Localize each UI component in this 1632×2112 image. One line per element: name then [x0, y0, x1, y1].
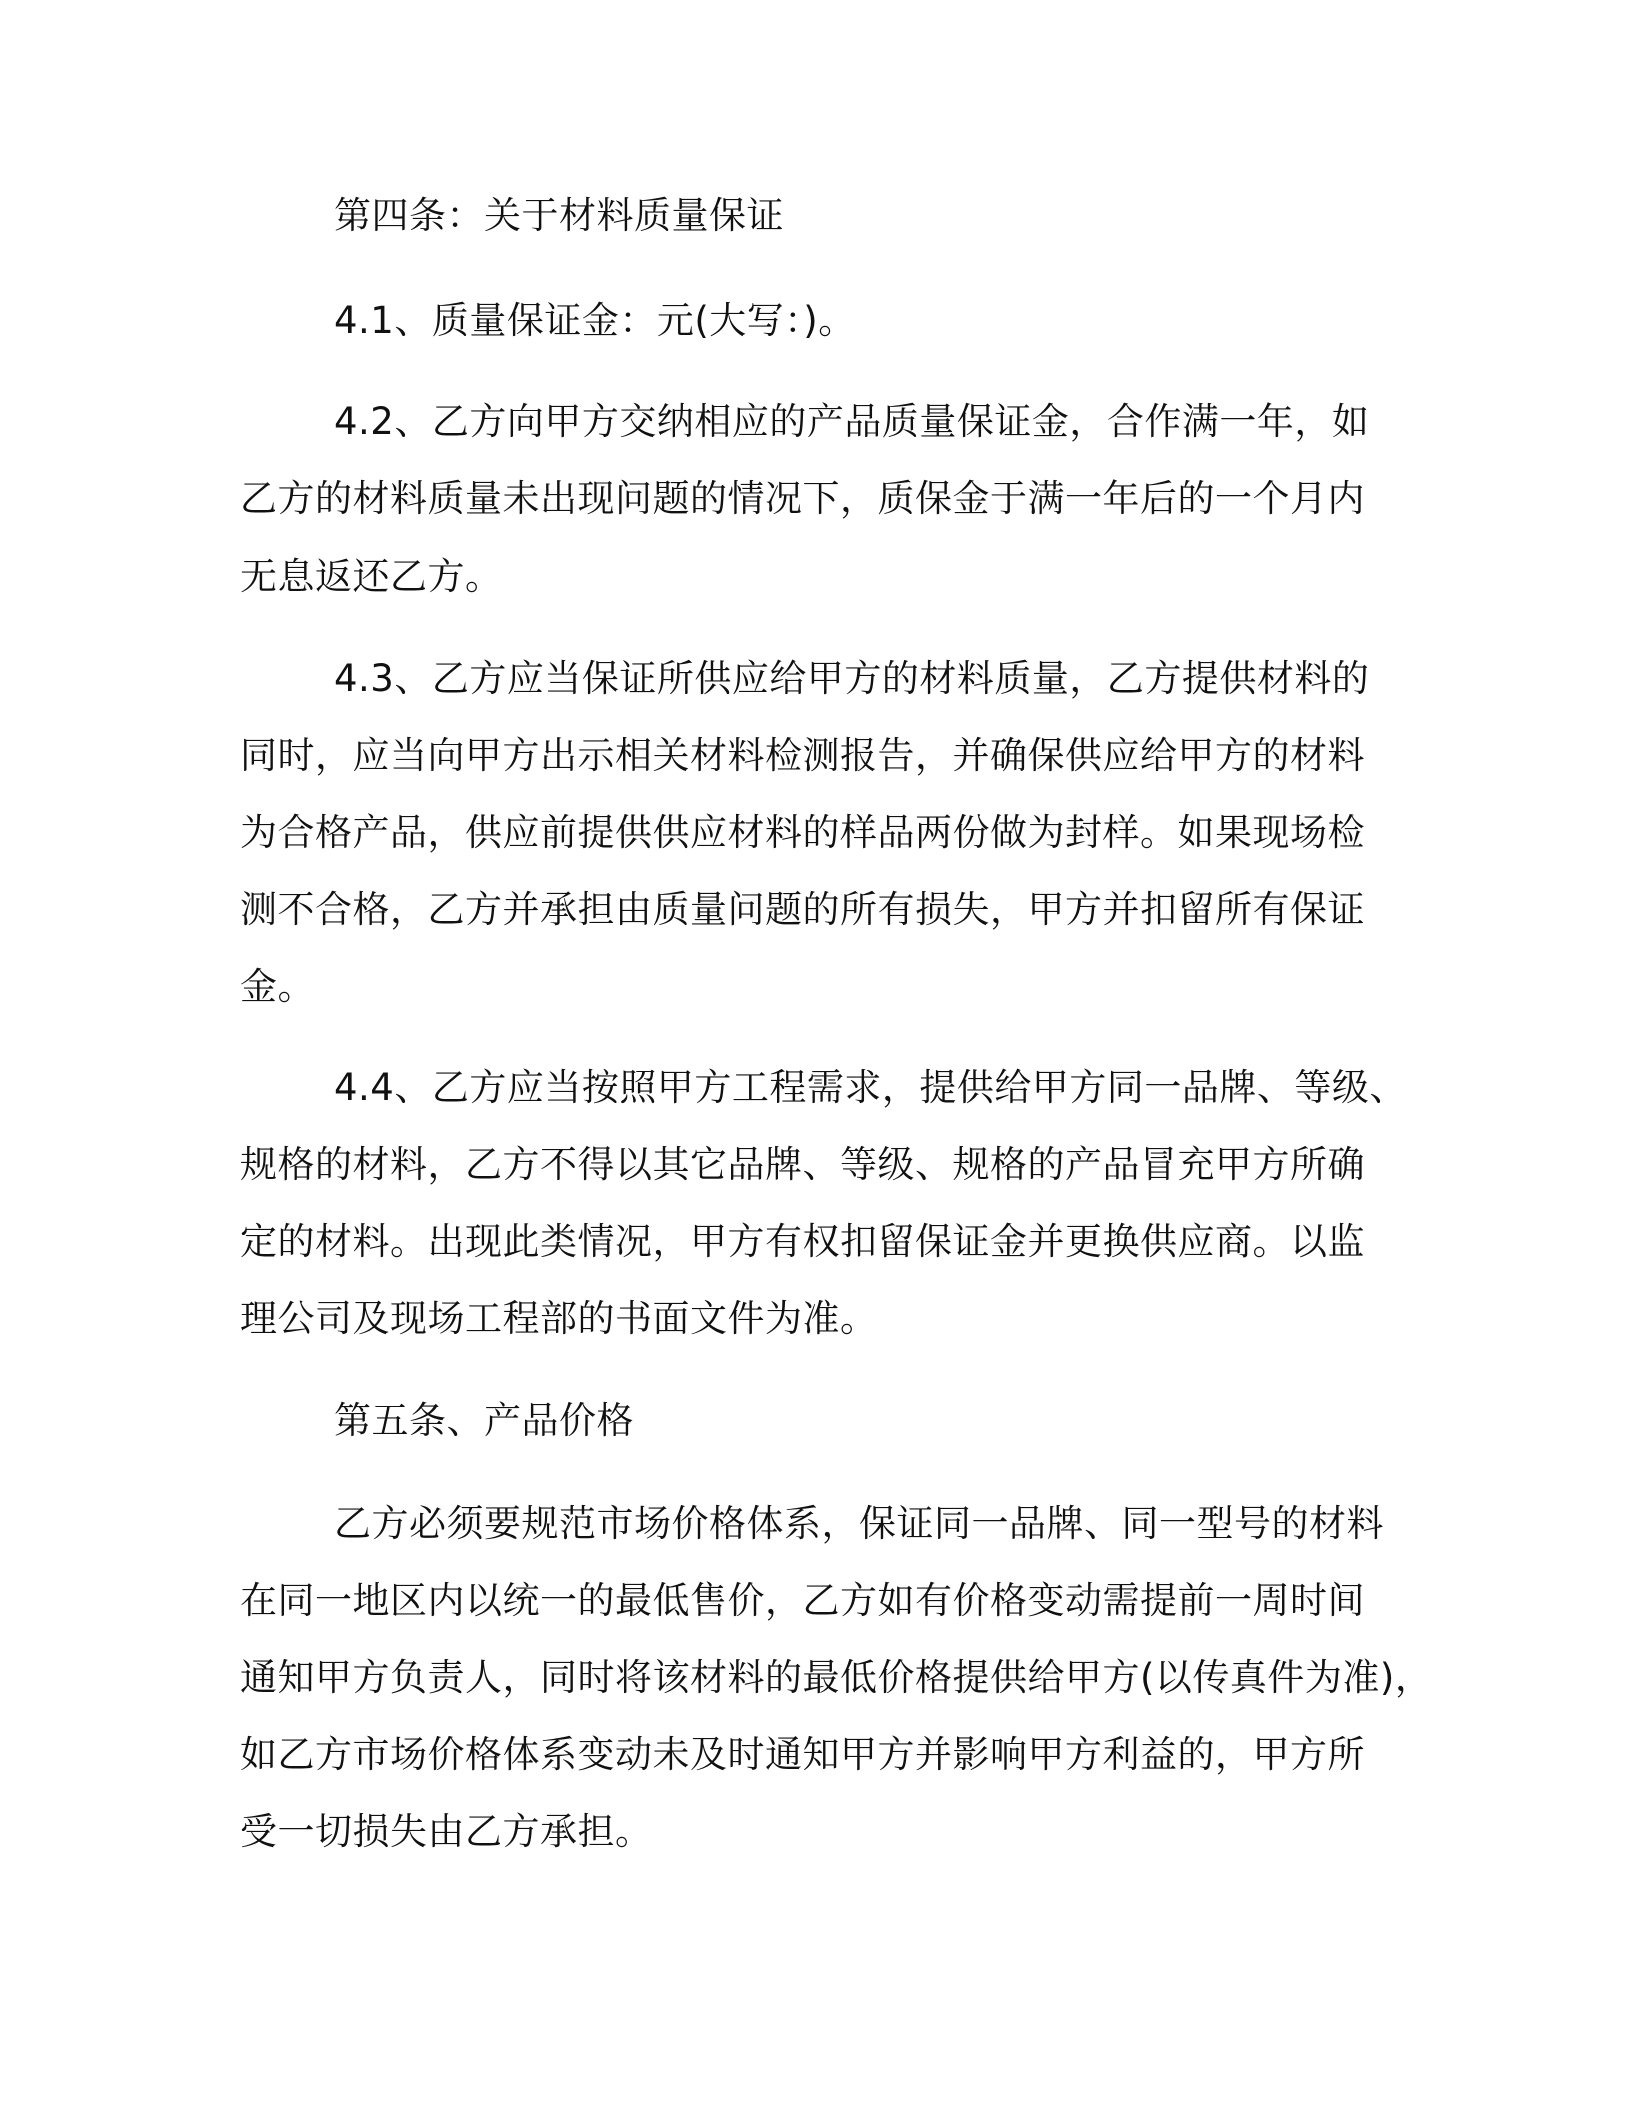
section-5-paragraph-line: 通知甲方负责人，同时将该材料的最低价格提供给甲方(以传真件为准)，	[240, 1656, 1433, 1699]
clause-4-3-line: 同时，应当向甲方出示相关材料检测报告，并确保供应给甲方的材料	[240, 734, 1365, 777]
section-5-paragraph-line: 受一切损失由乙方承担。	[240, 1810, 653, 1853]
clause-4-2-line: 4.2、乙方向甲方交纳相应的产品质量保证金，合作满一年，如	[334, 400, 1370, 443]
clause-4-2-line: 无息返还乙方。	[240, 555, 503, 598]
clause-4-1-line: 4.1、质量保证金：元(大写：)。	[334, 299, 856, 342]
section-5-paragraph-line: 乙方必须要规范市场价格体系，保证同一品牌、同一型号的材料	[334, 1502, 1384, 1545]
clause-4-4-line: 定的材料。出现此类情况，甲方有权扣留保证金并更换供应商。以监	[240, 1220, 1365, 1263]
clause-4-3-line: 金。	[240, 965, 315, 1008]
clause-4-2-line: 乙方的材料质量未出现问题的情况下，质保金于满一年后的一个月内	[240, 477, 1365, 520]
clause-4-4-line: 理公司及现场工程部的书面文件为准。	[240, 1297, 878, 1340]
section-4-heading: 第四条：关于材料质量保证	[334, 194, 784, 237]
section-5-paragraph-line: 如乙方市场价格体系变动未及时通知甲方并影响甲方利益的，甲方所	[240, 1733, 1365, 1776]
clause-4-4-line: 规格的材料，乙方不得以其它品牌、等级、规格的产品冒充甲方所确	[240, 1143, 1365, 1186]
clause-4-3-line: 测不合格，乙方并承担由质量问题的所有损失，甲方并扣留所有保证	[240, 888, 1365, 931]
clause-4-3-line: 为合格产品，供应前提供供应材料的样品两份做为封样。如果现场检	[240, 811, 1365, 854]
section-5-paragraph-line: 在同一地区内以统一的最低售价，乙方如有价格变动需提前一周时间	[240, 1579, 1365, 1622]
clause-4-4-line: 4.4、乙方应当按照甲方工程需求，提供给甲方同一品牌、等级、	[334, 1066, 1407, 1109]
clause-4-3-line: 4.3、乙方应当保证所供应给甲方的材料质量，乙方提供材料的	[334, 657, 1370, 700]
section-5-heading: 第五条、产品价格	[334, 1399, 634, 1442]
